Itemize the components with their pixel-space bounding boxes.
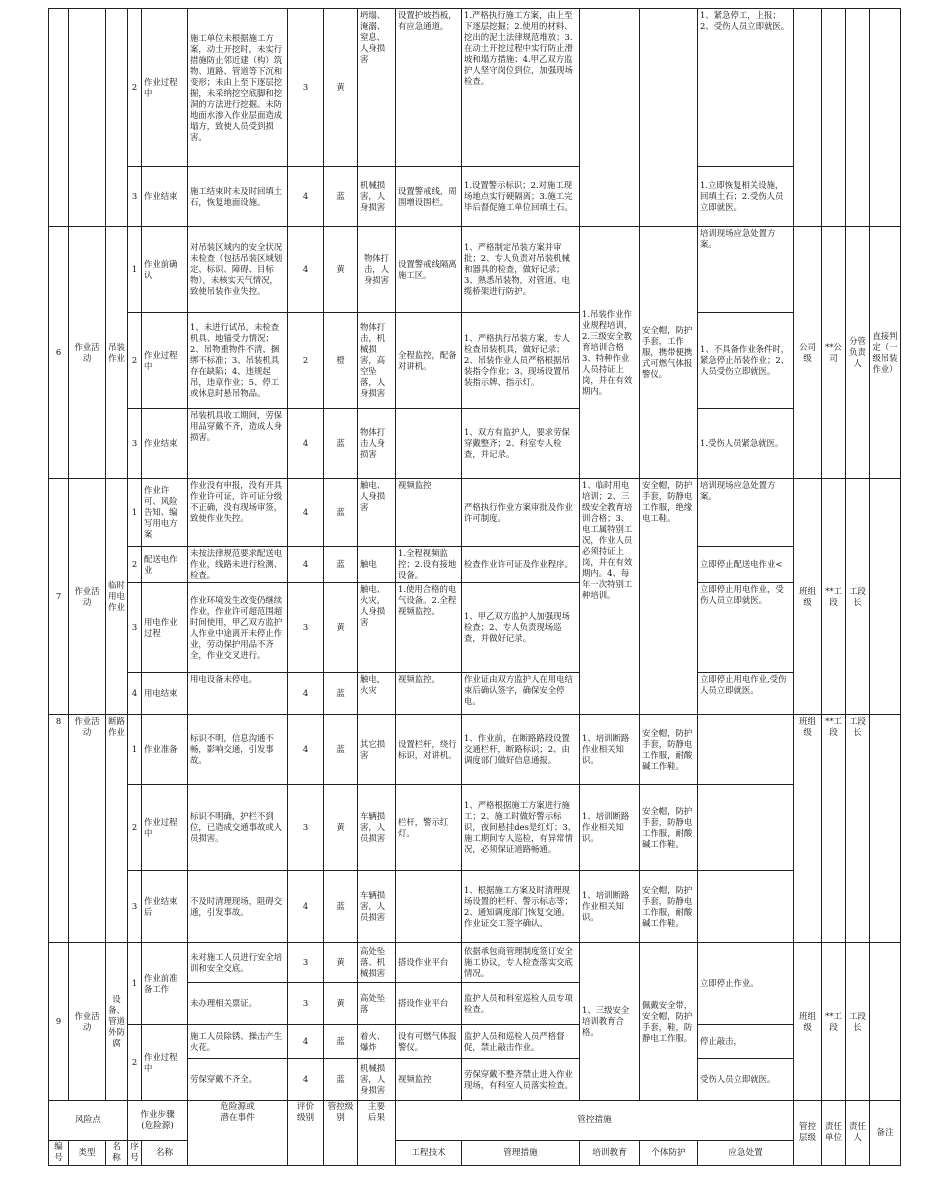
table-header-row [49,1101,901,1141]
cell-name: 吊装作业 [106,227,128,479]
cell-hazard: 标识不明，信息沟通不畅，影响交通，引发事故。 [188,715,288,785]
cell-hazard: 未办理相关票证。 [188,983,288,1025]
cell-emer [698,715,794,785]
cell-eval: 2 [288,313,324,409]
cell-eval: 3 [288,785,324,871]
table-row [49,943,901,983]
cell-eng [396,409,462,479]
header-control-layer: 管控层级 [794,1101,822,1166]
cell-emer: 1、紧急停工，上报；2、受伤人员立即就医。 [698,9,794,167]
table-row [49,479,901,547]
cell-eng: 1.使用合格的电气设备。2.全程视频监控。 [396,583,462,673]
cell-no: 6 [49,227,69,479]
cell-consequence: 高处坠落、机械损害 [358,943,396,983]
cell-hazard: 施工结束时未及时回填土石，恢复地面设施。 [188,167,288,227]
cell-unit: **工段 [822,943,846,1101]
cell-hazard: 劳保穿戴不齐全。 [188,1059,288,1101]
header-control-level: 管控级 别 [324,1101,358,1166]
table-row [49,871,901,943]
cell-step: 作业结束后 [142,871,188,943]
cell-step: 作业准备 [142,715,188,785]
cell-eval: 3 [288,943,324,983]
cell-eng [396,871,462,943]
cell-seq: 1 [128,479,142,547]
header-type: 类型 [69,1141,106,1166]
cell-eng: 搭设作业平台 [396,943,462,983]
cell-hazard: 用电设备未停电。 [188,673,288,715]
cell-consequence: 机械损害，人身损害 [358,1059,396,1101]
cell-consequence: 其它损害 [358,715,396,785]
cell-no: 8 [49,715,69,943]
cell-name [106,9,128,227]
cell-mgmt: 监护人员和巡检人员严格督促，禁止敲击作业。 [462,1025,580,1059]
cell-hazard: 施工单位未根据施工方案，动土开挖时，未实行措施防止邻近建（构）筑物、道路、管道等下沉和变形；未由上至下逐层挖掘，未采纳挖空底脚和挖洞的方法进行挖掘。未防地面水渗入作业层面造成塌方，致使人员受到损害。 [188,9,288,167]
cell-emer: 受伤人员立即就医。 [698,1059,794,1101]
cell-type: 作业活动 [69,479,106,715]
cell-ctrl: 蓝 [324,409,358,479]
cell-eval: 3 [288,9,324,167]
cell-consequence: 坍塌、淹溺、窒息、人身损害 [358,9,396,167]
cell-ctrl: 蓝 [324,1059,358,1101]
cell-type: 作业活动 [69,715,106,943]
cell-step: 配送电作业 [142,547,188,583]
cell-consequence: 着火、爆炸 [358,1025,396,1059]
header-risk-point: 风险点 [49,1101,128,1141]
cell-layer: 班组级 [794,479,822,715]
cell-hazard: 施工人员除锈、操击产生火花。 [188,1025,288,1059]
cell-seq: 4 [128,673,142,715]
table-row [49,673,901,715]
cell-train: 1、临时用电培训；2、三级安全教育培训合格；3、电工属特别工况，作业人员必须持证上岗，并在有效期内。4、每年一次特别工种培训。 [580,479,640,715]
cell-train: 1、培训断路作业相关知识。 [580,715,640,785]
cell-mgmt: 1、作业前，在断路路段设置交通栏杆，断路标识；2、由调度部门做好信息通报。 [462,715,580,785]
cell-ctrl: 蓝 [324,547,358,583]
risk-control-table-page [48,8,900,1166]
cell-ppe: 佩戴安全带，安全帽，防护手套，鞋，防静电工作服。 [640,943,698,1101]
cell-seq: 1 [128,943,142,1025]
cell-consequence: 高处坠落 [358,983,396,1025]
cell-no: 9 [49,943,69,1101]
cell-emer: 培训现场应急处置方案。 [698,479,794,547]
cell-hazard: 未按法律规范要求配送电作业，线路未进行检测、检查。 [188,547,288,583]
cell-train: 1、三级安全培训教育合格。 [580,943,640,1101]
cell-eng: 视频监控 [396,1059,462,1101]
cell-mgmt: 1、严格制定吊装方案并审批；2、专人负责对吊装机械和器具的检查，做好记录；3、熟悉吊装物，对管道、电缆桥架进行防护。 [462,227,580,313]
cell-emer: 1、不具备作业条件时，紧急停止吊装作业；2、人员受伤立即就医。 [698,313,794,409]
cell-ctrl: 黄 [324,9,358,167]
cell-mgmt: 1.设置警示标识；2.对施工现场地点实行硬隔离；3.施工完毕后督促施工单位回填土石。 [462,167,580,227]
header-measures: 管控措施 [396,1101,794,1141]
header-consequence: 主要 后果 [358,1101,396,1166]
cell-ppe: 安全帽，防护手套，防静电工作服，耐酸碱工作鞋。 [640,715,698,785]
cell-ctrl: 蓝 [324,1025,358,1059]
cell-train: 1、培训断路作业相关知识。 [580,785,640,871]
cell-type: 作业活动 [69,227,106,479]
cell-ctrl: 蓝 [324,167,358,227]
cell-ctrl: 黄 [324,227,358,313]
cell-hazard: 不及时清理现场，阻碍交通，引发事故。 [188,871,288,943]
cell-eval: 4 [288,715,324,785]
cell-unit: **公司 [822,227,846,479]
cell-eng: 视频监控。 [396,673,462,715]
cell-mgmt: 严格执行作业方案审批及作业许可制度。 [462,479,580,547]
cell-step: 用电作业过程 [142,583,188,673]
cell-emer: 1.受伤人员紧急就医。 [698,409,794,479]
cell-train [580,9,640,227]
cell-mgmt: 劳保穿戴不整齐禁止进入作业现场，有科室人员落实检查。 [462,1059,580,1101]
cell-hazard: 作业没有申报，没有开具作业许可证，许可证分级不正确，没有现场审签，致使作业失控。 [188,479,288,547]
cell-eng: 搭设作业平台 [396,983,462,1025]
cell-hazard: 标识不明确，护栏不到位，已造成交通事故或人员损害。 [188,785,288,871]
table-row [49,227,901,313]
cell-step: 作业过程中 [142,785,188,871]
cell-emer: 停止敲击， [698,1025,794,1059]
cell-eng: 设置护坡挡板，有应急通道。 [396,9,462,167]
cell-train: 1、培训断路作业相关知识。 [580,871,640,943]
cell-mgmt: 1、根据施工方案及时清理现场设置的栏杆、警示标志等；2、通知调度部门恢复交通。作业证交工签字确认。 [462,871,580,943]
cell-seq: 2 [128,9,142,167]
cell-eng: 设置警戒线隔离施工区。 [396,227,462,313]
cell-consequence: 车辆损害，人员损害 [358,871,396,943]
cell-ctrl: 蓝 [324,479,358,547]
header-mgmt: 管理措施 [462,1141,580,1166]
header-hazard: 危险源或 潜在事件 [188,1101,288,1166]
header-eval-level: 评价 级别 [288,1101,324,1166]
header-resp-unit: 责任单位 [822,1101,846,1166]
cell-ctrl: 黄 [324,983,358,1025]
cell-layer: 班组级 [794,943,822,1101]
cell-seq: 3 [128,409,142,479]
cell-ppe: 安全帽，防护手套，防静电工作服，耐酸碱工作鞋。 [640,785,698,871]
cell-eng: 1.全程视频监控；2.设有接地设备。 [396,547,462,583]
cell-seq: 2 [128,313,142,409]
header-resp-person: 责任人 [846,1101,870,1166]
cell-mgmt: 检查作业许可证及作业程序。 [462,547,580,583]
cell-eng: 设置警戒线，周围增设围栏。 [396,167,462,227]
table-row [49,715,901,785]
header-step-name: 名称 [142,1141,188,1166]
cell-consequence: 触电 [358,547,396,583]
cell-mgmt: 监护人员和科室巡检人员专项检查。 [462,983,580,1025]
table-row [49,313,901,409]
cell-mgmt: 1、甲乙双方监护人加强现场检查；2、专人负责现场巡查，并做好记录。 [462,583,580,673]
cell-eng: 设置栏杆，绕行标识，对讲机。 [396,715,462,785]
cell-ppe: 安全帽，防护手套，防静电工作服，绝缘电工鞋。 [640,479,698,715]
cell-hazard: 1、未进行试吊，未检查机具、地锚受力情况；2、吊物重物件不清、捆绑不标准；3、吊装机具存在缺陷；4、违规起吊，违章作业；5、停工或休息时悬吊物品。 [188,313,288,409]
cell-type: 作业活动 [69,943,106,1101]
cell-ctrl: 黄 [324,785,358,871]
cell-unit: **工段 [822,715,846,943]
header-train: 培训教育 [580,1141,640,1166]
cell-step: 作业过程中 [142,1025,188,1101]
cell-eval: 4 [288,547,324,583]
cell-person: 工段长 [846,479,870,715]
cell-person: 工段长 [846,715,870,943]
cell-seq: 1 [128,715,142,785]
header-step-group: 作业步骤 (危险源) [128,1101,188,1141]
cell-eval: 4 [288,227,324,313]
cell-step: 作业过程中 [142,313,188,409]
cell-mgmt: 1、严格根据施工方案进行施工；2、施工时做好警示标识，夜间悬挂des是红灯；3、施工期间专人巡检，有异常情况，必须保证道路畅通。 [462,785,580,871]
cell-ctrl: 黄 [324,583,358,673]
cell-seq: 3 [128,167,142,227]
cell-remark [870,479,901,715]
cell-step: 作业前准备工作 [142,943,188,1025]
cell-no [49,9,69,227]
cell-ppe [640,9,698,227]
table-row [49,785,901,871]
cell-layer [794,9,822,227]
cell-eval: 4 [288,1059,324,1101]
cell-consequence: 物体打击，人身损害 [358,227,396,313]
cell-hazard: 对吊装区域内的安全状况未检查（包括吊装区域划定、标识、障碍、目标物），未核实天气情况，致使吊装作业失控。 [188,227,288,313]
cell-consequence: 触电、人身损害 [358,479,396,547]
cell-eng: 栏杆，警示红灯。 [396,785,462,871]
cell-seq: 2 [128,547,142,583]
cell-emer: 培训现场应急处置方案。 [698,227,794,313]
cell-emer: 立即停止用电作业，受伤人员立即就医。 [698,583,794,673]
table-row [49,167,901,227]
cell-seq: 3 [128,871,142,943]
header-ppe: 个体防护 [640,1141,698,1166]
cell-step: 作业结束 [142,409,188,479]
cell-mgmt: 1、严格执行吊装方案，专人检查吊装机具，做好记录；2、吊装作业人员严格根据吊装指令作业；3、现场设置吊装指示牌、指示灯。 [462,313,580,409]
cell-ctrl: 蓝 [324,871,358,943]
cell-eng: 视频监控 [396,479,462,547]
cell-eval: 4 [288,673,324,715]
header-seq: 序号 [128,1141,142,1166]
header-remark: 备注 [870,1101,901,1166]
cell-eval: 4 [288,871,324,943]
cell-eval: 4 [288,1025,324,1059]
header-no: 编号 [49,1141,69,1166]
cell-train: 1.吊装作业作业规程培训，2.三级安全教育培训合格3、特种作业人员持证上岗，并在有效期内。 [580,227,640,479]
cell-ppe: 安全帽，防护手套，防静电工作服，耐酸碱工作鞋。 [640,871,698,943]
cell-seq: 2 [128,785,142,871]
table-row [49,583,901,673]
cell-person [846,9,870,227]
table-row [49,1025,901,1059]
table-row [49,547,901,583]
cell-eng: 设有可燃气体报警仪。 [396,1025,462,1059]
cell-remark [870,943,901,1101]
cell-emer: 1.立即恢复相关设施，回填土石；2.受伤人员立即就医。 [698,167,794,227]
cell-emer: 立即停止作业。 [698,943,794,1025]
cell-seq: 2 [128,1025,142,1101]
cell-ctrl: 橙 [324,313,358,409]
cell-consequence: 车辆损害，人员损害 [358,785,396,871]
cell-name: 设备、管道外防腐 [106,943,128,1101]
cell-seq: 3 [128,583,142,673]
cell-step: 作业过程中 [142,9,188,167]
cell-mgmt: 1、双方有监护人，要求劳保穿戴整齐；2、科室专人检查，并记录。 [462,409,580,479]
table-header-row [49,1141,901,1166]
cell-ctrl: 蓝 [324,715,358,785]
table-row [49,9,901,167]
risk-control-table [48,8,901,1166]
cell-eval: 4 [288,409,324,479]
cell-emer: 立即停止用电作业,受伤人员立即就医。 [698,673,794,715]
cell-consequence: 机械损害，人身损害 [358,167,396,227]
cell-unit [822,9,846,227]
cell-type [69,9,106,227]
cell-person: 分管负责人 [846,227,870,479]
cell-eval: 4 [288,167,324,227]
cell-mgmt: 作业证由双方监护人在用电结束后确认签字，确保安全停电。 [462,673,580,715]
cell-ppe: 安全帽，防护手套，工作服，携带便携式可燃气体报警仪。 [640,227,698,479]
cell-person: 工段长 [846,943,870,1101]
cell-emer [698,785,794,871]
cell-no: 7 [49,479,69,715]
cell-consequence: 物体打击人身损害 [358,409,396,479]
cell-consequence: 触电，火灾 [358,673,396,715]
table-row [49,409,901,479]
header-eng: 工程技术 [396,1141,462,1166]
cell-layer: 公司级 [794,227,822,479]
cell-hazard: 未对施工人员进行安全培训和安全交底。 [188,943,288,983]
cell-eval: 3 [288,983,324,1025]
cell-seq: 1 [128,227,142,313]
cell-consequence: 物体打击，机械损害，高空坠落，人身损害 [358,313,396,409]
cell-step: 作业前确认 [142,227,188,313]
header-name: 名称 [106,1141,128,1166]
cell-hazard: 作业环境发生改变仍继续作业，作业许可超范围超时间使用，甲乙双方监护人作业中途离开未停止作业，劳动保护用品不齐全，作业交叉进行。 [188,583,288,673]
header-emer: 应急处置 [698,1141,794,1166]
cell-emer [698,871,794,943]
cell-eval: 4 [288,479,324,547]
cell-step: 作业许可、风险告知、编写用电方案 [142,479,188,547]
cell-ctrl: 黄 [324,943,358,983]
cell-unit: **工段 [822,479,846,715]
cell-name: 断路作业 [106,715,128,943]
cell-step: 用电结束 [142,673,188,715]
cell-eng: 全程监控，配备对讲机。 [396,313,462,409]
cell-step: 作业结束 [142,167,188,227]
cell-mgmt: 依据承包商管理制度签订安全施工协议，专人检查落实交底情况。 [462,943,580,983]
cell-eval: 3 [288,583,324,673]
cell-ctrl: 蓝 [324,673,358,715]
cell-layer: 班组级 [794,715,822,943]
cell-hazard: 吊装机具收工期间，劳保用品穿戴不齐，造成人身损害。 [188,409,288,479]
cell-mgmt: 1.严格执行施工方案，由上至下逐层挖掘；2.使用的材料、挖出的泥土法律规范堆放；3.在动土开挖过程中实行防止滑坡和塌方措施；4.甲乙双方监护人坚守岗位到位，加强现场检查。 [462,9,580,167]
cell-remark [870,715,901,943]
cell-remark: 直接判定（一级吊装作业） [870,227,901,479]
cell-consequence: 触电、火灾，人身损害 [358,583,396,673]
cell-emer: 立即停止配送电作业< [698,547,794,583]
cell-name: 临时用电作业 [106,479,128,715]
cell-remark [870,9,901,227]
